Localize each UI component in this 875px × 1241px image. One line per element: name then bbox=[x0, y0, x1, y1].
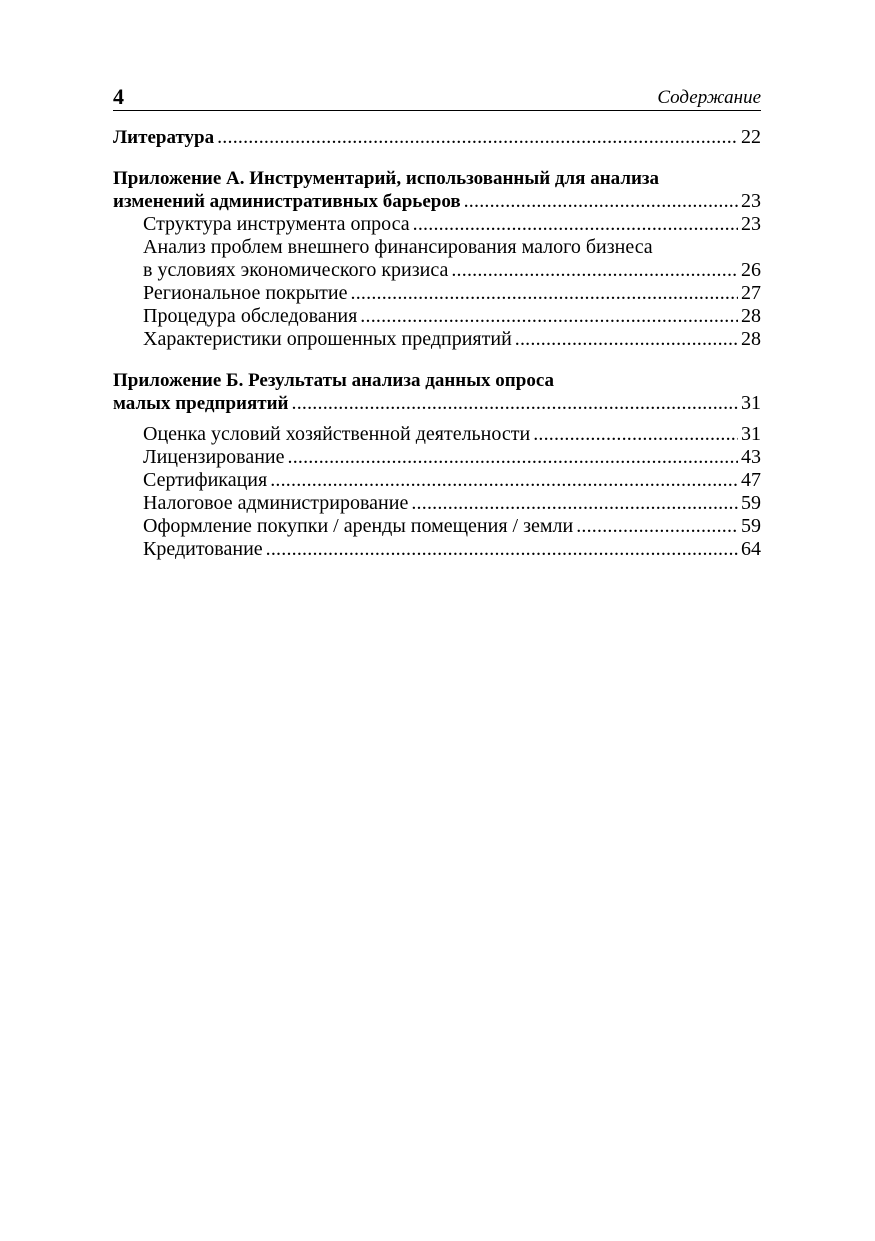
running-header bbox=[113, 86, 761, 111]
dot-leader bbox=[413, 213, 738, 236]
toc-entry-page: 28 bbox=[741, 328, 761, 350]
toc-entry-page: 28 bbox=[741, 305, 761, 327]
toc-entry-page: 22 bbox=[741, 126, 761, 148]
toc-appendix-b-title-line1[interactable]: Приложение Б. Результаты анализа данных опроса bbox=[113, 370, 554, 391]
toc-entry-title: Процедура обследования bbox=[143, 305, 358, 327]
toc-subentry[interactable] bbox=[113, 305, 761, 328]
toc-subentry[interactable] bbox=[113, 469, 761, 492]
toc-entry-title: Кредитование bbox=[143, 538, 263, 560]
dot-leader bbox=[576, 515, 738, 538]
toc-entry-title: Сертификация bbox=[143, 469, 268, 491]
toc-entry-page: 23 bbox=[741, 213, 761, 235]
toc-entry-title: Лицензирование bbox=[143, 446, 285, 468]
toc-entry-title: Оценка условий хозяйственной деятельности bbox=[143, 423, 531, 445]
toc-entry-literatura[interactable] bbox=[113, 126, 761, 149]
toc-entry-title: в условиях экономического кризиса bbox=[143, 259, 449, 281]
toc-entry-page: 47 bbox=[741, 469, 761, 491]
toc-entry-page: 26 bbox=[741, 259, 761, 281]
toc-entry-title: Структура инструмента опроса bbox=[143, 213, 410, 235]
toc-entry-page: 31 bbox=[741, 392, 761, 414]
toc-entry-page: 59 bbox=[741, 515, 761, 537]
toc-entry-title: Характеристики опрошенных предприятий bbox=[143, 328, 512, 350]
toc-entry-appendix-b[interactable] bbox=[113, 392, 761, 415]
dot-leader bbox=[288, 446, 739, 469]
dot-leader bbox=[266, 538, 738, 561]
toc-subentry[interactable] bbox=[113, 538, 761, 561]
toc-subentry[interactable] bbox=[113, 423, 761, 446]
toc-entry-page: 43 bbox=[741, 446, 761, 468]
dot-leader bbox=[533, 423, 738, 446]
dot-leader bbox=[270, 469, 738, 492]
dot-leader bbox=[451, 259, 738, 282]
toc-subentry[interactable] bbox=[113, 259, 761, 282]
running-title: Содержание bbox=[657, 87, 761, 108]
toc-entry-page: 64 bbox=[741, 538, 761, 560]
dot-leader bbox=[292, 392, 739, 415]
dot-leader bbox=[217, 126, 738, 149]
toc-subentry[interactable] bbox=[113, 213, 761, 236]
toc-entry-appendix-a[interactable] bbox=[113, 190, 761, 213]
dot-leader bbox=[515, 328, 738, 351]
toc-entry-page: 59 bbox=[741, 492, 761, 514]
toc-entry-title: Оформление покупки / аренды помещения / земли bbox=[143, 515, 574, 537]
toc-entry-title: малых предприятий bbox=[113, 393, 289, 414]
dot-leader bbox=[351, 282, 738, 305]
toc-entry-page: 31 bbox=[741, 423, 761, 445]
toc-entry-page: 27 bbox=[741, 282, 761, 304]
dot-leader bbox=[360, 305, 738, 328]
table-of-contents bbox=[113, 126, 761, 561]
toc-subentry[interactable] bbox=[113, 282, 761, 305]
toc-entry-title: Региональное покрытие bbox=[143, 282, 348, 304]
dot-leader bbox=[464, 190, 738, 213]
toc-subentry[interactable] bbox=[113, 446, 761, 469]
toc-entry-page: 23 bbox=[741, 190, 761, 212]
toc-entry-title: Налоговое администрирование bbox=[143, 492, 409, 514]
dot-leader bbox=[411, 492, 738, 515]
toc-subentry[interactable] bbox=[113, 515, 761, 538]
page-number: 4 bbox=[113, 84, 124, 109]
toc-appendix-a-title-line1[interactable]: Приложение А. Инструментарий, использованный для анализа bbox=[113, 168, 660, 189]
toc-entry-title: изменений административных барьеров bbox=[113, 191, 461, 212]
toc-subentry-title-line1[interactable]: Анализ проблем внешнего финансирования малого бизнеса bbox=[143, 236, 653, 258]
toc-entry-title: Литература bbox=[113, 127, 215, 148]
toc-subentry[interactable] bbox=[113, 328, 761, 351]
toc-subentry[interactable] bbox=[113, 492, 761, 515]
